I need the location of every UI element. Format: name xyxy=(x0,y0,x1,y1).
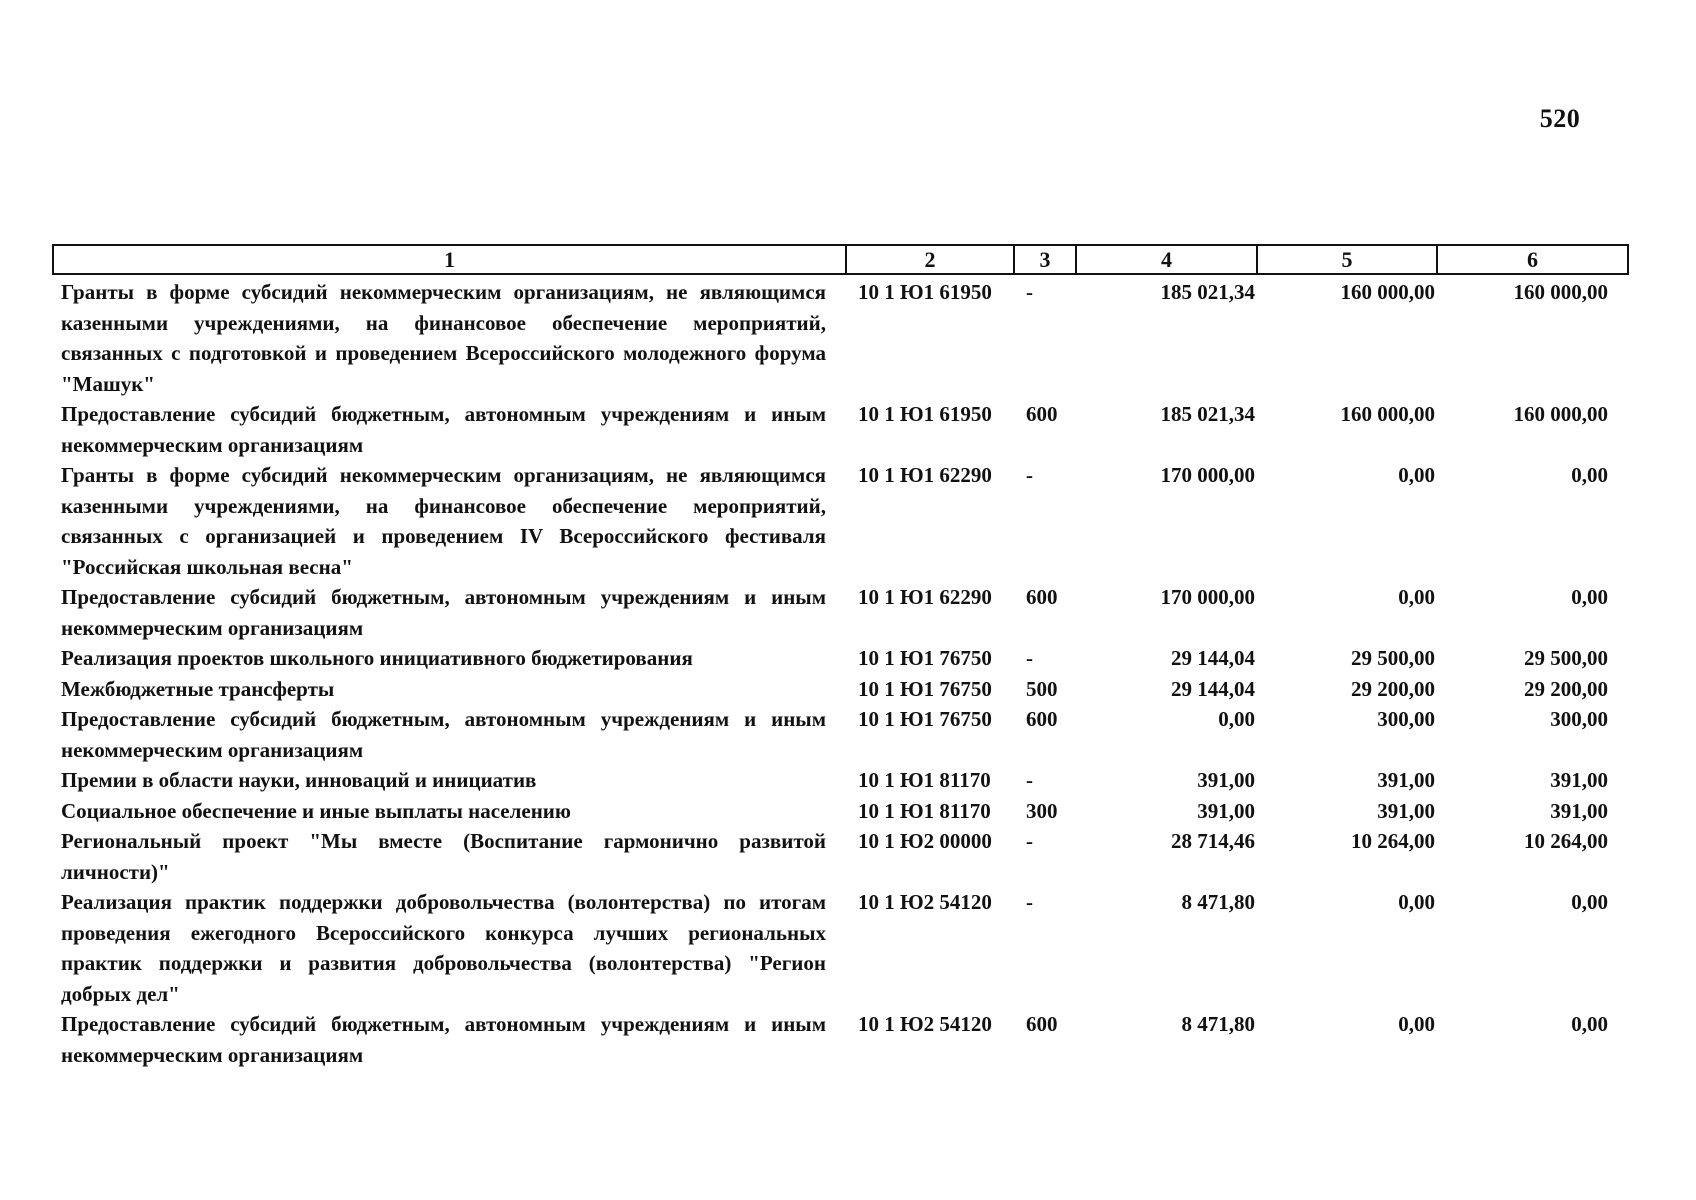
row-type: - xyxy=(1026,768,1033,792)
row-value-4: 391,00 xyxy=(1197,768,1255,792)
row-value-6: 0,00 xyxy=(1571,1012,1608,1036)
row-value-4: 29 144,04 xyxy=(1171,676,1255,701)
row-code: 10 1 Ю1 81170 xyxy=(858,768,991,792)
row-name: Предоставление субсидий бюджетным, автономным учреждениям и иным некоммерческим организациям xyxy=(61,707,826,762)
row-type: - xyxy=(1026,463,1033,487)
column-header-4: 4 xyxy=(1076,245,1257,274)
row-code: 10 1 Ю1 76750 xyxy=(858,646,992,670)
row-value-6: 391,00 xyxy=(1550,798,1608,823)
row-value-4: 170 000,00 xyxy=(1160,463,1255,487)
row-value-5: 0,00 xyxy=(1398,585,1435,609)
row-name: Региональный проект "Мы вместе (Воспитание гармонично развитой личности)" xyxy=(61,829,826,884)
row-value-5: 10 264,00 xyxy=(1351,829,1435,853)
row-value-5: 160 000,00 xyxy=(1340,402,1435,426)
row-type: - xyxy=(1026,890,1033,914)
row-value-6: 0,00 xyxy=(1571,463,1608,487)
table-row xyxy=(53,796,1628,827)
table-row xyxy=(53,643,1628,674)
column-header-2: 2 xyxy=(846,245,1014,274)
row-value-4: 8 471,80 xyxy=(1181,1012,1255,1036)
row-code: 10 1 Ю1 62290 xyxy=(858,463,992,487)
row-value-5: 0,00 xyxy=(1398,1012,1435,1036)
table-row xyxy=(53,765,1628,796)
row-type: 600 xyxy=(1026,1012,1058,1036)
row-value-4: 185 021,34 xyxy=(1160,280,1255,304)
row-code: 10 1 Ю1 61950 xyxy=(858,280,992,304)
row-name: Предоставление субсидий бюджетным, автономным учреждениям и иным некоммерческим организациям xyxy=(61,585,826,640)
row-value-4: 0,00 xyxy=(1218,707,1255,731)
row-value-6: 0,00 xyxy=(1571,585,1608,609)
row-name: Премии в области науки, инноваций и инициатив xyxy=(61,768,537,792)
table-row xyxy=(53,674,1628,705)
row-type: 500 xyxy=(1026,676,1058,701)
row-name: Межбюджетные трансферты xyxy=(61,676,335,701)
row-name: Реализация практик поддержки добровольчества (волонтерства) по итогам проведения ежегодного Всероссийского конкурса лучших региональных практик поддержки и развития добровольчества (волонтерства) "Регион добрых дел" xyxy=(61,890,826,1006)
row-code: 10 1 Ю1 81170 xyxy=(858,798,991,823)
row-value-5: 300,00 xyxy=(1377,707,1435,731)
row-code: 10 1 Ю1 76750 xyxy=(858,707,992,731)
row-value-5: 29 200,00 xyxy=(1351,676,1435,701)
page-number: 520 xyxy=(1539,104,1581,133)
table-row xyxy=(53,399,1628,460)
budget-table xyxy=(52,244,1629,1070)
table-row xyxy=(53,460,1628,582)
row-code: 10 1 Ю1 76750 xyxy=(858,676,992,701)
row-name: Предоставление субсидий бюджетным, автономным учреждениям и иным некоммерческим организациям xyxy=(61,1012,826,1067)
column-header-6: 6 xyxy=(1437,245,1628,274)
row-name: Социальное обеспечение и иные выплаты населению xyxy=(61,798,571,823)
table-row xyxy=(53,582,1628,643)
row-code: 10 1 Ю2 54120 xyxy=(858,890,992,914)
row-type: - xyxy=(1026,280,1033,304)
row-name: Гранты в форме субсидий некоммерческим организациям, не являющимся казенными учреждениями, на финансовое обеспечение мероприятий, связанных с подготовкой и проведением Всероссийского молодежного форума "Машук" xyxy=(61,280,826,396)
table-row xyxy=(53,1009,1628,1070)
row-value-4: 28 714,46 xyxy=(1171,829,1255,853)
row-value-5: 391,00 xyxy=(1377,798,1435,823)
row-code: 10 1 Ю2 54120 xyxy=(858,1012,992,1036)
row-value-5: 29 500,00 xyxy=(1351,646,1435,670)
row-type: 600 xyxy=(1026,402,1058,426)
row-value-5: 0,00 xyxy=(1398,463,1435,487)
row-value-6: 391,00 xyxy=(1550,768,1608,792)
table-row xyxy=(53,826,1628,887)
row-type: 600 xyxy=(1026,585,1058,609)
table-row xyxy=(53,704,1628,765)
row-value-6: 29 200,00 xyxy=(1524,676,1608,701)
column-header-1: 1 xyxy=(53,245,846,274)
row-value-4: 29 144,04 xyxy=(1171,646,1255,670)
row-value-5: 0,00 xyxy=(1398,890,1435,914)
row-code: 10 1 Ю2 00000 xyxy=(858,829,992,853)
row-code: 10 1 Ю1 62290 xyxy=(858,585,992,609)
table-body xyxy=(53,274,1628,1070)
row-name: Гранты в форме субсидий некоммерческим организациям, не являющимся казенными учреждениями, на финансовое обеспечение мероприятий, связанных с организацией и проведением IV Всероссийского фестиваля "Российская школьная весна" xyxy=(61,463,826,579)
table-row xyxy=(53,274,1628,399)
row-value-6: 300,00 xyxy=(1550,707,1608,731)
row-type: - xyxy=(1026,829,1033,853)
row-type: 600 xyxy=(1026,707,1058,731)
row-type: - xyxy=(1026,646,1033,670)
row-value-4: 185 021,34 xyxy=(1160,402,1255,426)
row-value-4: 391,00 xyxy=(1197,798,1255,823)
header-row xyxy=(53,245,1628,274)
row-name: Реализация проектов школьного инициативного бюджетирования xyxy=(61,646,693,670)
row-value-6: 160 000,00 xyxy=(1513,280,1608,304)
row-code: 10 1 Ю1 61950 xyxy=(858,402,992,426)
row-value-5: 160 000,00 xyxy=(1340,280,1435,304)
row-value-6: 29 500,00 xyxy=(1524,646,1608,670)
row-value-6: 10 264,00 xyxy=(1524,829,1608,853)
column-header-5: 5 xyxy=(1257,245,1437,274)
row-value-4: 170 000,00 xyxy=(1160,585,1255,609)
row-value-6: 0,00 xyxy=(1571,890,1608,914)
row-name: Предоставление субсидий бюджетным, автономным учреждениям и иным некоммерческим организациям xyxy=(61,402,826,457)
row-value-5: 391,00 xyxy=(1377,768,1435,792)
row-value-4: 8 471,80 xyxy=(1181,890,1255,914)
table-header xyxy=(53,245,1628,274)
row-type: 300 xyxy=(1026,798,1058,823)
row-value-6: 160 000,00 xyxy=(1513,402,1608,426)
table-row xyxy=(53,887,1628,1009)
column-header-3: 3 xyxy=(1014,245,1076,274)
